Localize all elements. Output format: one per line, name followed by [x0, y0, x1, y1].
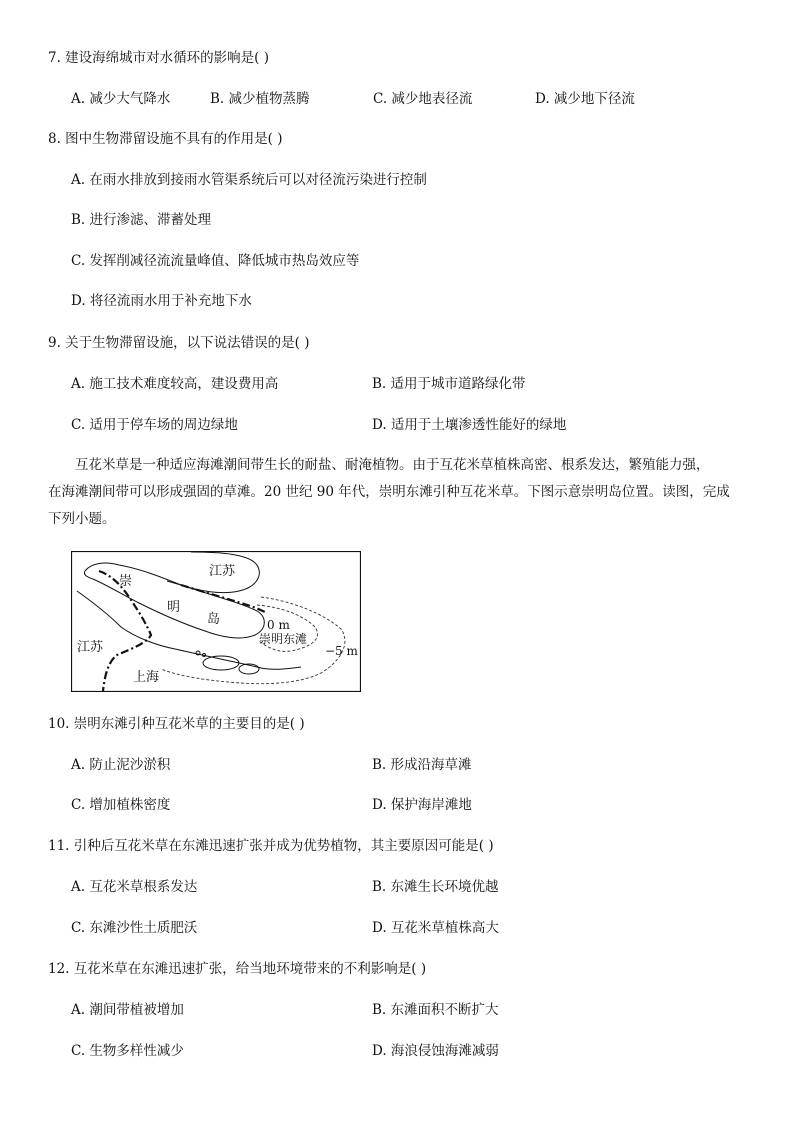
- question-7-option-a: A. 减少大气降水: [71, 91, 171, 107]
- question-10-option-c: C. 增加植株密度: [71, 797, 171, 813]
- passage-line-1: 互花米草是一种适应海滩潮间带生长的耐盐、耐淹植物。由于互花米草植株高密、根系发达，繁殖能力强，: [75, 457, 710, 473]
- question-11-stem: 11. 引种后互花米草在东滩迅速扩张并成为优势植物，其主要原因可能是( ): [48, 838, 494, 854]
- question-12-stem: 12. 互花米草在东滩迅速扩张，给当地环境带来的不利影响是( ): [48, 961, 427, 977]
- question-10-option-a: A. 防止泥沙淤积: [71, 757, 171, 773]
- map-label-jiangsu-west: 江苏: [77, 640, 104, 655]
- question-10-stem: 10. 崇明东滩引种互花米草的主要目的是( ): [48, 716, 305, 732]
- question-9-option-a: A. 施工技术难度较高，建设费用高: [71, 376, 279, 392]
- question-7-option-d: D. 减少地下径流: [535, 91, 635, 107]
- question-8-option-c: C. 发挥削减径流流量峰值、降低城市热岛效应等: [71, 253, 360, 269]
- question-8-option-d: D. 将径流雨水用于补充地下水: [71, 293, 252, 309]
- map-label-depth-5: −5 m: [325, 644, 358, 658]
- question-8-stem: 8. 图中生物滞留设施不具有的作用是( ): [48, 131, 283, 147]
- map-label-shanghai: 上海: [133, 670, 160, 685]
- map-label-dongtan: 崇明东滩: [259, 632, 308, 646]
- question-7-stem: 7. 建设海绵城市对水循环的影响是( ): [48, 50, 269, 66]
- question-8-option-b: B. 进行渗滤、滞蓄处理: [71, 212, 212, 228]
- question-10-option-b: B. 形成沿海草滩: [372, 757, 472, 773]
- question-7-option-c: C. 减少地表径流: [373, 91, 473, 107]
- question-11-option-b: B. 东滩生长环境优越: [372, 879, 499, 895]
- map-label-jiangsu-north: 江苏: [209, 564, 236, 579]
- question-12-option-d: D. 海浪侵蚀海滩减弱: [372, 1043, 499, 1059]
- question-7-option-b: B. 减少植物蒸腾: [210, 91, 310, 107]
- question-9-option-d: D. 适用于土壤渗透性能好的绿地: [372, 417, 567, 433]
- question-12-option-c: C. 生物多样性减少: [71, 1043, 184, 1059]
- question-9-stem: 9. 关于生物滞留设施，以下说法错误的是( ): [48, 335, 310, 351]
- question-11-option-c: C. 东滩沙性土质肥沃: [71, 920, 198, 936]
- map-label-chong: 崇: [119, 574, 133, 589]
- question-9-option-c: C. 适用于停车场的周边绿地: [71, 417, 238, 433]
- map-label-depth-0: 0 m: [267, 618, 290, 632]
- question-11-option-d: D. 互花米草植株高大: [372, 920, 499, 936]
- question-8-option-a: A. 在雨水排放到接雨水管渠系统后可以对径流污染进行控制: [71, 172, 427, 188]
- question-11-option-a: A. 互花米草根系发达: [71, 879, 198, 895]
- map-graphic: [71, 551, 361, 692]
- question-10-option-d: D. 保护海岸滩地: [372, 797, 472, 813]
- chongming-island-map: [71, 551, 361, 692]
- question-12-option-a: A. 潮间带植被增加: [71, 1002, 184, 1018]
- question-9-option-b: B. 适用于城市道路绿化带: [372, 376, 526, 392]
- map-label-ming: 明: [167, 600, 181, 615]
- map-label-dao: 岛: [207, 612, 221, 627]
- passage-line-2: 在海滩潮间带可以形成强固的草滩。20 世纪 90 年代，崇明东滩引种互花米草。下图示意崇明岛位置。读图，完成: [48, 484, 730, 500]
- passage-line-3: 下列小题。: [48, 511, 116, 527]
- question-12-option-b: B. 东滩面积不断扩大: [372, 1002, 499, 1018]
- reading-passage: [48, 452, 748, 533]
